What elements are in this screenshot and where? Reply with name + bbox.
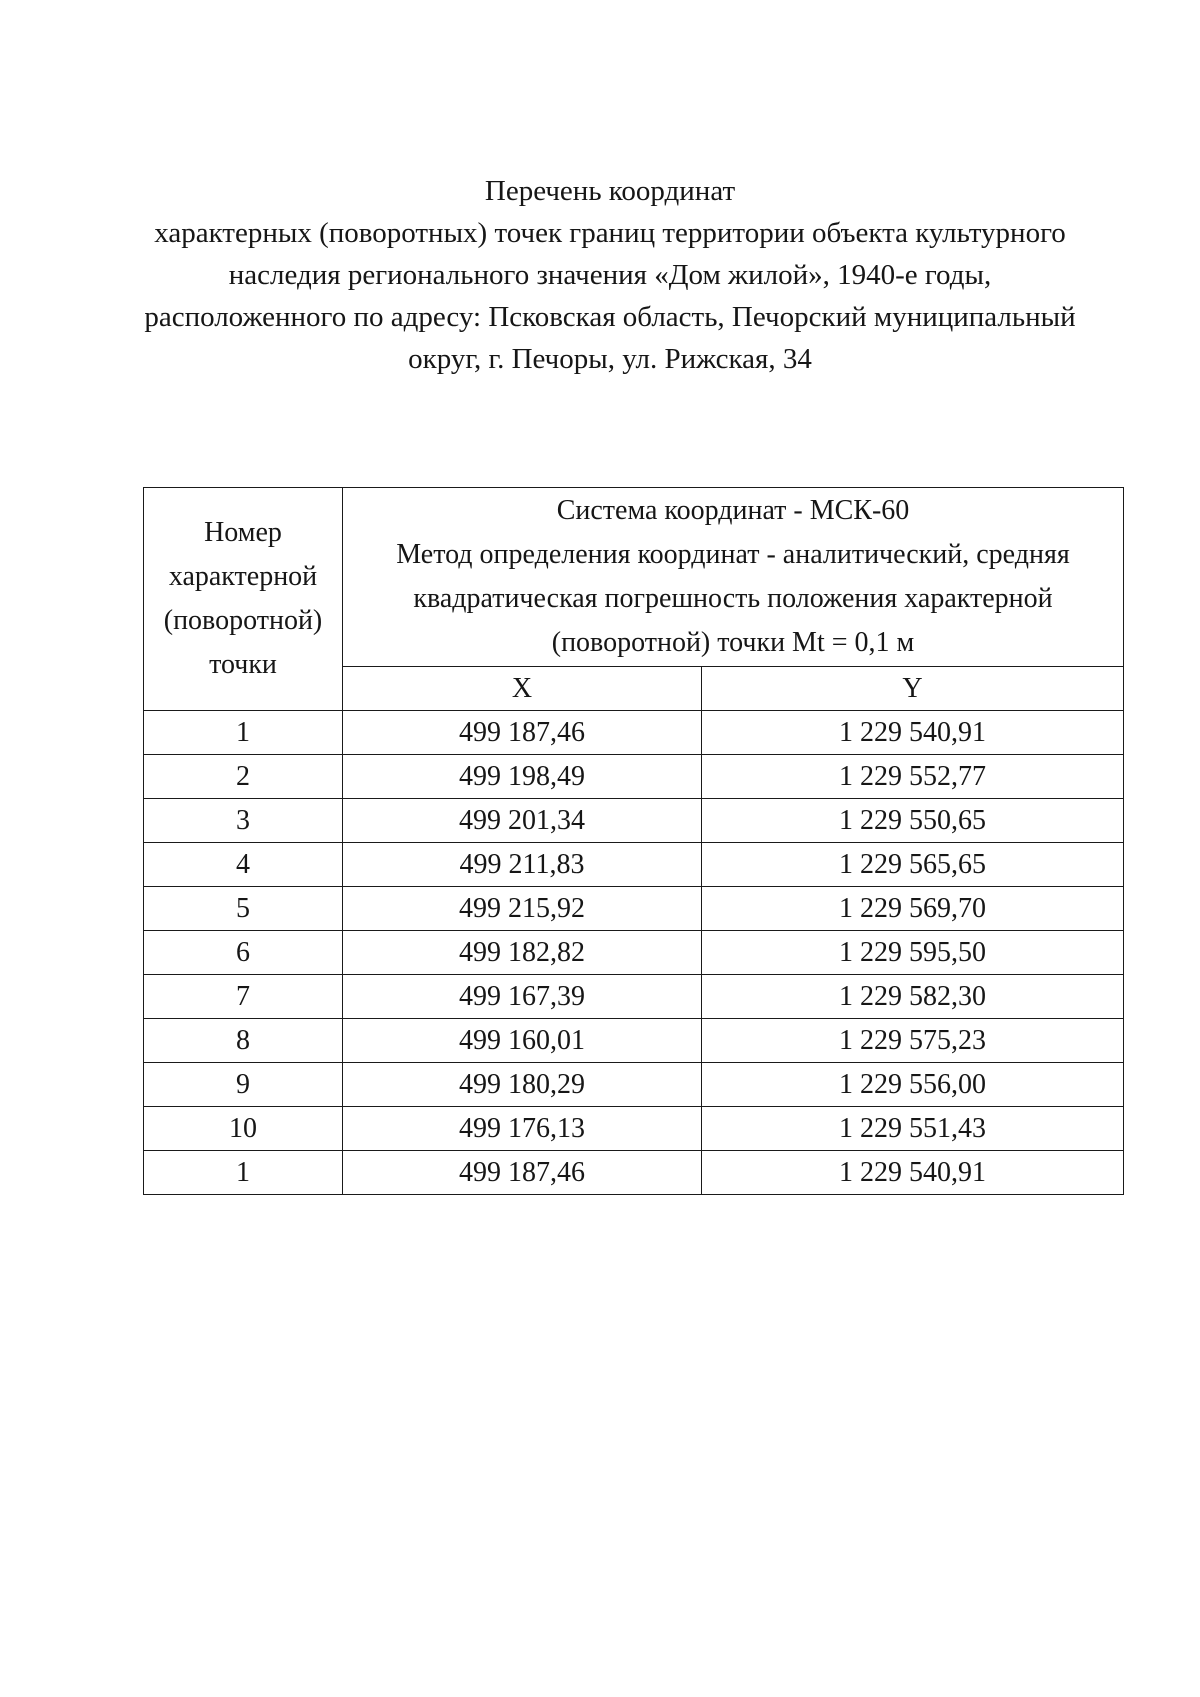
table-row	[144, 843, 1124, 887]
point-number-cell: 7	[144, 975, 343, 1019]
x-coordinate-cell: 499 160,01	[343, 1019, 702, 1063]
point-number-cell: 6	[144, 931, 343, 975]
x-coordinate-cell: 499 182,82	[343, 931, 702, 975]
point-number-cell: 8	[144, 1019, 343, 1063]
y-coordinate-cell: 1 229 575,23	[702, 1019, 1124, 1063]
header-line: (поворотной)	[163, 605, 323, 636]
coordinates-table	[143, 487, 1124, 1195]
point-number-header	[144, 488, 343, 711]
x-coordinate-cell: 499 211,83	[343, 843, 702, 887]
point-number-cell: 2	[144, 755, 343, 799]
x-coordinate-cell: 499 176,13	[343, 1107, 702, 1151]
point-number-cell: 5	[144, 887, 343, 931]
header-line: Система координат - МСК-60	[556, 495, 910, 526]
coordinate-system-header	[343, 488, 1124, 667]
y-coordinate-cell: 1 229 551,43	[702, 1107, 1124, 1151]
table-row	[144, 1107, 1124, 1151]
document-title	[130, 170, 1090, 380]
header-line: квадратическая погрешность положения характерной	[413, 583, 1053, 614]
x-coordinate-cell: 499 187,46	[343, 1151, 702, 1195]
title-line: расположенного по адресу: Псковская область, Печорский муниципальный	[144, 301, 1076, 333]
x-coordinate-cell: 499 180,29	[343, 1063, 702, 1107]
point-number-cell: 1	[144, 1151, 343, 1195]
y-coordinate-cell: 1 229 540,91	[702, 1151, 1124, 1195]
y-coordinate-cell: 1 229 552,77	[702, 755, 1124, 799]
x-coordinate-cell: 499 215,92	[343, 887, 702, 931]
table-row	[144, 1063, 1124, 1107]
x-column-header: X	[343, 667, 702, 711]
y-coordinate-cell: 1 229 565,65	[702, 843, 1124, 887]
table-row	[144, 755, 1124, 799]
point-number-cell: 10	[144, 1107, 343, 1151]
y-column-header: Y	[702, 667, 1124, 711]
table-row	[144, 1151, 1124, 1195]
y-coordinate-cell: 1 229 556,00	[702, 1063, 1124, 1107]
y-coordinate-cell: 1 229 595,50	[702, 931, 1124, 975]
x-coordinate-cell: 499 201,34	[343, 799, 702, 843]
table-row	[144, 887, 1124, 931]
title-line: Перечень координат	[484, 175, 736, 207]
y-coordinate-cell: 1 229 550,65	[702, 799, 1124, 843]
header-line: характерной	[168, 561, 318, 592]
y-coordinate-cell: 1 229 540,91	[702, 711, 1124, 755]
x-coordinate-cell: 499 187,46	[343, 711, 702, 755]
table-row	[144, 975, 1124, 1019]
table-row	[144, 799, 1124, 843]
point-number-cell: 1	[144, 711, 343, 755]
x-coordinate-cell: 499 167,39	[343, 975, 702, 1019]
header-line: Метод определения координат - аналитический, средняя	[396, 539, 1070, 570]
table-row	[144, 1019, 1124, 1063]
title-line: характерных (поворотных) точек границ территории объекта культурного	[154, 217, 1066, 249]
y-coordinate-cell: 1 229 582,30	[702, 975, 1124, 1019]
point-number-cell: 3	[144, 799, 343, 843]
title-line: округ, г. Печоры, ул. Рижская, 34	[408, 343, 812, 375]
point-number-cell: 4	[144, 843, 343, 887]
table-row	[144, 711, 1124, 755]
header-line: (поворотной) точки Mt = 0,1 м	[551, 627, 915, 658]
title-line: наследия регионального значения «Дом жилой», 1940-е годы,	[228, 259, 992, 291]
point-number-cell: 9	[144, 1063, 343, 1107]
y-coordinate-cell: 1 229 569,70	[702, 887, 1124, 931]
header-line: Номер	[204, 517, 282, 548]
x-coordinate-cell: 499 198,49	[343, 755, 702, 799]
header-line: точки	[209, 649, 277, 680]
table-row	[144, 931, 1124, 975]
